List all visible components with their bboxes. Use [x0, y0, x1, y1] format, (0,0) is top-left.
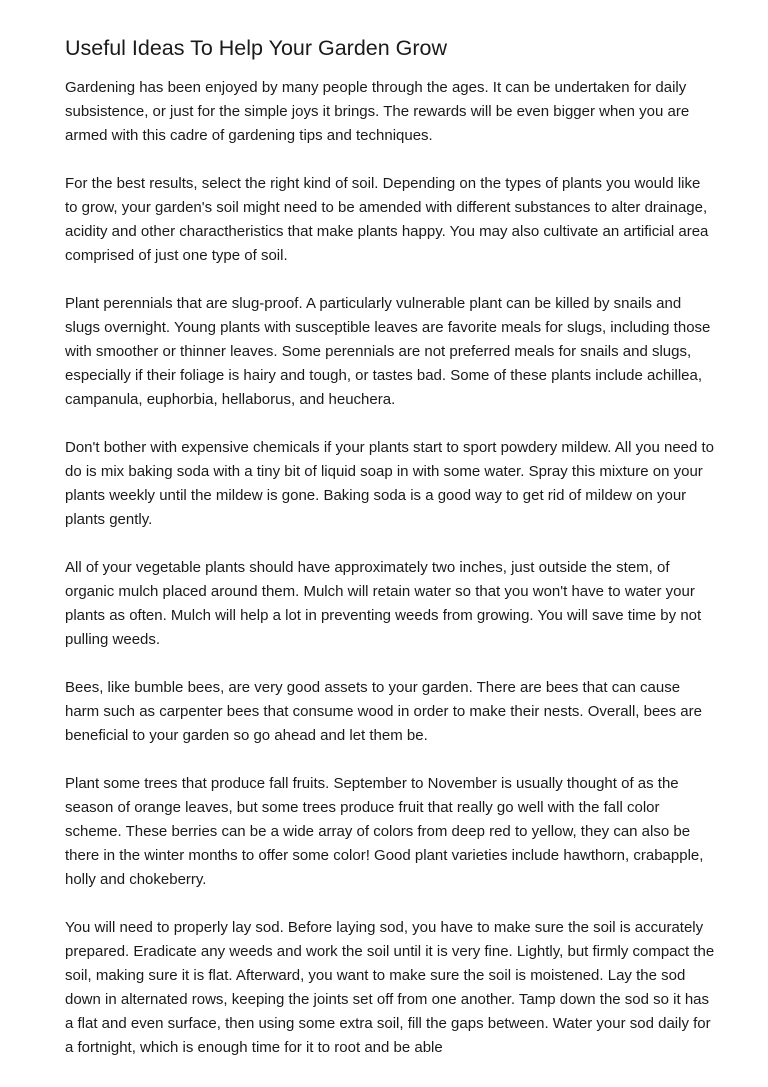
paragraph-fall-fruits: Plant some trees that produce fall fruits. September to November is usually thought of as the season of orange leaves, but some trees produce fruit that really go well with the fall color scheme. These berries can be a wide array of colors from deep red to yellow, they can also be there in the winter months to offer some color! Good plant varieties include hawthorn, crabapple, holly and chokeberry.: [65, 775, 704, 888]
paragraph-mulch: All of your vegetable plants should have approximately two inches, just outside the stem, of organic mulch placed around them. Mulch will retain water so that you won't have to water your plants as often. Mulch will help a lot in preventing weeds from growing. You will save time by not pulling weeds.: [65, 559, 702, 648]
paragraph-sod: You will need to properly lay sod. Before laying sod, you have to make sure the soil is accurately prepared. Eradicate any weeds and work the soil until it is very fine. Lightly, but firmly compact the soil, making sure it is flat. Afterward, you want to make sure the soil is moistened. Lay the sod down in alternated rows, keeping the joints set off from one another. Tamp down the sod so it has a flat and even surface, then using some extra soil, fill the gaps between. Water your sod daily for a fortnight, which is enough time for it to root and be able: [65, 919, 715, 1056]
document-title: Useful Ideas To Help Your Garden Grow: [65, 36, 448, 60]
document-page: [65, 30, 715, 1084]
paragraph-soil: For the best results, select the right kind of soil. Depending on the types of plants you would like to grow, your garden's soil might need to be amended with different substances to alter drainage, acidity and other charactheristics that make plants happy. You may also cultivate an artificial area comprised of just one type of soil.: [65, 175, 709, 264]
paragraph-bees: Bees, like bumble bees, are very good assets to your garden. There are bees that can cause harm such as carpenter bees that consume wood in order to make their nests. Overall, bees are beneficial to your garden so go ahead and let them be.: [65, 679, 702, 744]
paragraph-mildew: Don't bother with expensive chemicals if your plants start to sport powdery mildew. All you need to do is mix baking soda with a tiny bit of liquid soap in with some water. Spray this mixture on your plants weekly until the mildew is gone. Baking soda is a good way to get rid of mildew on your plants gently.: [65, 439, 715, 528]
paragraph-intro: Gardening has been enjoyed by many people through the ages. It can be undertaken for daily subsistence, or just for the simple joys it brings. The rewards will be even bigger when you are armed with this cadre of gardening tips and techniques.: [65, 79, 690, 144]
paragraph-perennials: Plant perennials that are slug-proof. A particularly vulnerable plant can be killed by snails and slugs overnight. Young plants with susceptible leaves are favorite meals for slugs, including those with smoother or thinner leaves. Some perennials are not preferred meals for snails and slugs, especially if their foliage is hairy and tough, or tastes bad. Some of these plants include achillea, campanula, euphorbia, hellaborus, and heuchera.: [65, 295, 711, 408]
